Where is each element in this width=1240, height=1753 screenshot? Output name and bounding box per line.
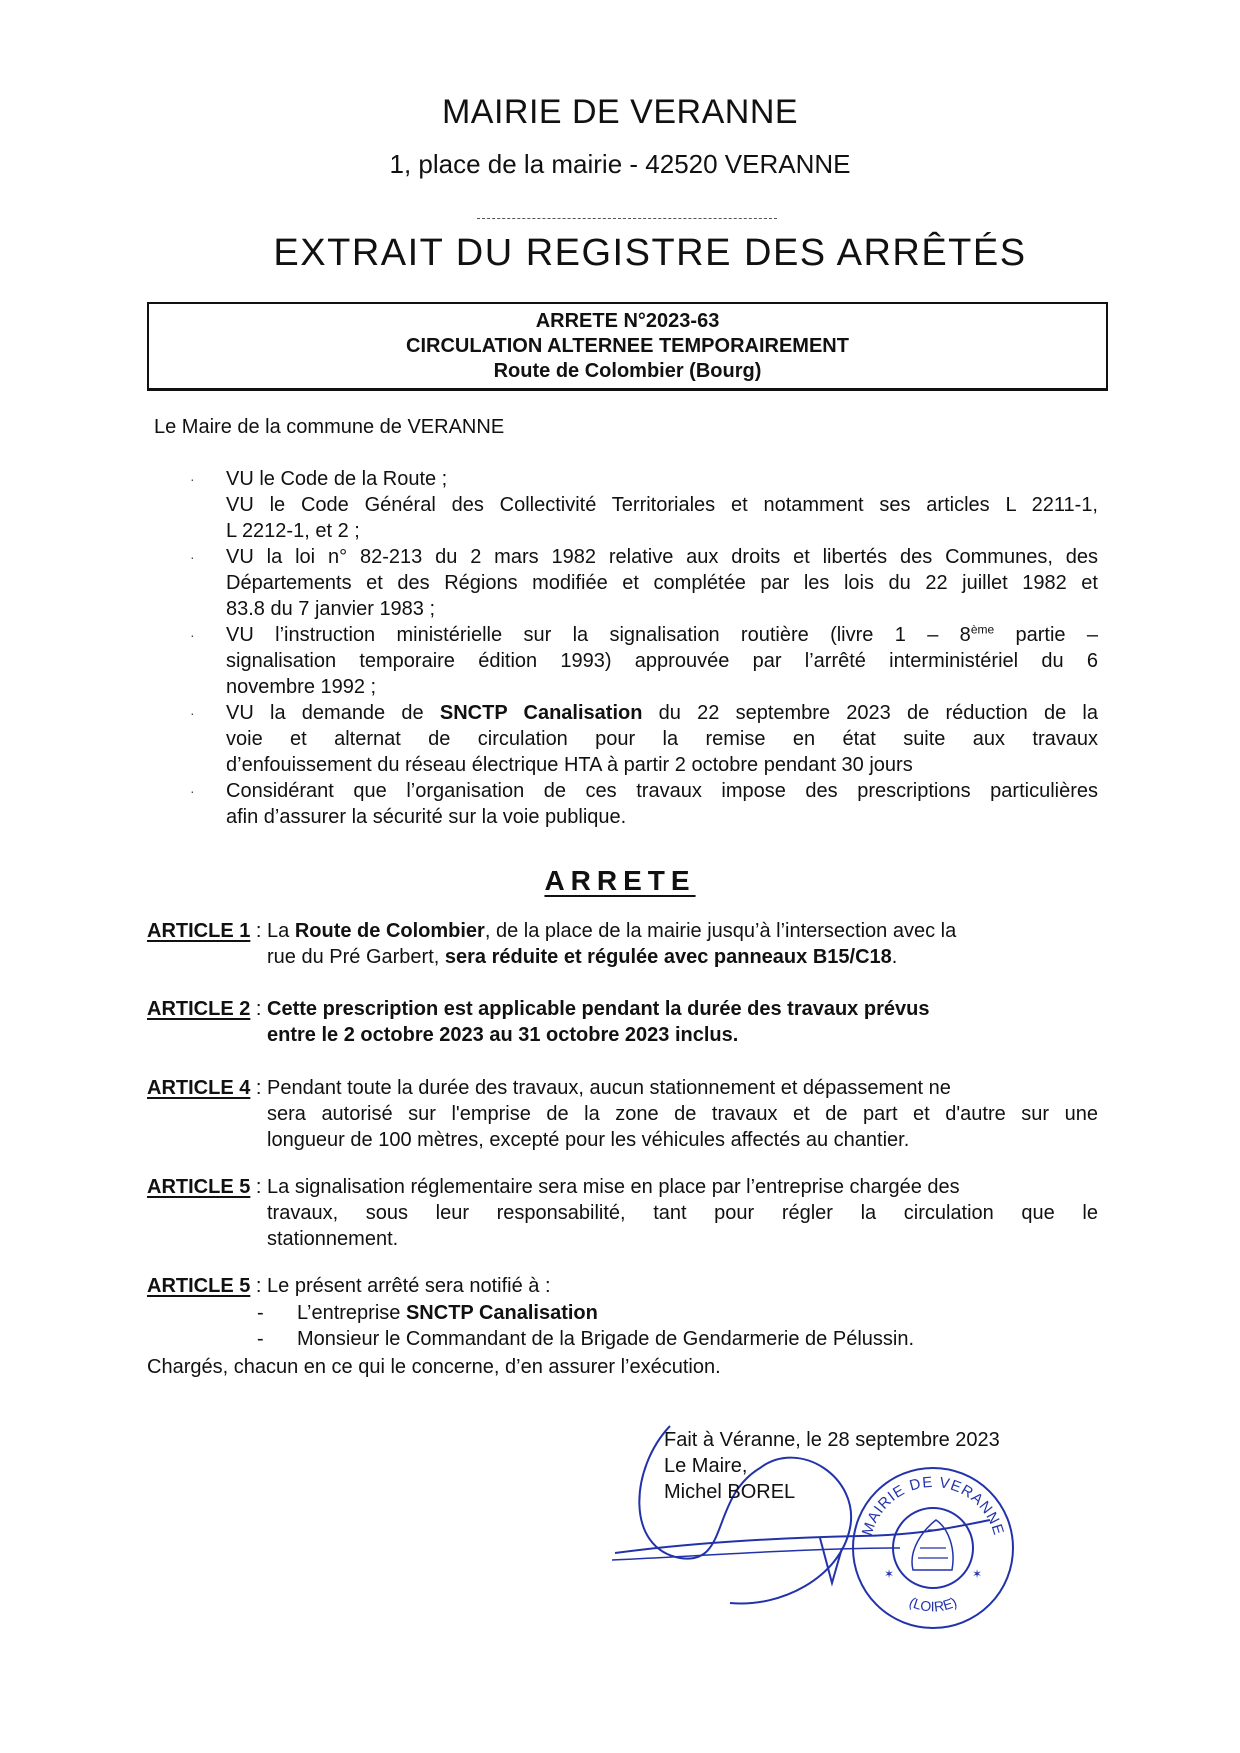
- signature-place-date: Fait à Véranne, le 28 septembre 2023: [664, 1429, 1000, 1451]
- svg-text:✶: ✶: [972, 1567, 983, 1581]
- article-5-line: ARTICLE 5 : La signalisation réglementaire sera mise en place par l’entreprise chargée des: [147, 1176, 960, 1198]
- article-4-line: sera autorisé sur l'emprise de la zone de travaux et de part et d'autre sur une: [267, 1103, 1098, 1125]
- notification-list: [257, 1300, 914, 1352]
- consideration-line: Considérant que l’organisation de ces travaux impose des prescriptions particulières: [226, 780, 1098, 802]
- decree-subject: CIRCULATION ALTERNEE TEMPORAIREMENT: [406, 334, 849, 357]
- article-2: [147, 996, 1098, 1048]
- intro-text: Le Maire de la commune de VERANNE: [154, 416, 505, 438]
- decree-title-box: [147, 302, 1108, 391]
- mairie-address: 1, place de la mairie - 42520 VERANNE: [389, 149, 851, 179]
- consideration-line: Départements et des Régions modifiée et complétée par les lois du 22 juillet 1982 et: [226, 572, 1098, 594]
- article-5-label: ARTICLE 5: [147, 1176, 251, 1198]
- arrete-heading-text: ARRETE: [544, 865, 696, 896]
- consideration-line: d’enfouissement du réseau électrique HTA à partir 2 octobre pendant 30 jours: [226, 754, 913, 776]
- decree-location: Route de Colombier (Bourg): [493, 359, 762, 382]
- arrete-heading: [0, 865, 1240, 897]
- article-1: [147, 918, 1098, 970]
- bullet-icon: ·: [190, 705, 195, 721]
- consideration-line: voie et alternat de circulation pour la remise en état suite aux travaux: [226, 728, 1098, 750]
- article-2-label: ARTICLE 2: [147, 998, 251, 1020]
- consideration-item: [190, 622, 1098, 700]
- svg-text:MAIRIE DE VERANNE: MAIRIE DE VERANNE: [858, 1473, 1008, 1538]
- signature-name: Michel BOREL: [664, 1481, 796, 1503]
- article-5-line: travaux, sous leur responsabilité, tant pour régler la circulation que le: [267, 1202, 1098, 1224]
- bullet-icon: ·: [190, 471, 195, 487]
- article-1-label: ARTICLE 1: [147, 920, 251, 942]
- consideration-line: afin d’assurer la sécurité sur la voie publique.: [226, 806, 627, 828]
- article-5: [147, 1174, 1098, 1252]
- bullet-icon: ·: [190, 549, 195, 565]
- article-5-notification: [147, 1273, 1098, 1299]
- mairie-seal-stamp: [848, 1460, 1018, 1630]
- consideration-line: 83.8 du 7 janvier 1983 ;: [226, 598, 436, 620]
- article-4-line: ARTICLE 4 : Pendant toute la durée des travaux, aucun stationnement et dépassement ne: [147, 1077, 951, 1099]
- article-2-line: ARTICLE 2 : Cette prescription est applicable pendant la durée des travaux prévus: [147, 998, 930, 1020]
- bullet-icon: ·: [190, 783, 195, 799]
- article-1-line: ARTICLE 1 : La Route de Colombier, de la place de la mairie jusqu’à l’intersection avec la: [147, 920, 957, 942]
- closing-text: Chargés, chacun en ce qui le concerne, d’en assurer l’exécution.: [147, 1356, 721, 1378]
- dashed-divider: [477, 218, 777, 219]
- consideration-line: VU le Code Général des Collectivité Territoriales et notamment ses articles L 2211-1,: [226, 494, 1098, 516]
- consideration-item: [190, 700, 1098, 778]
- signature-role: Le Maire,: [664, 1455, 748, 1477]
- mairie-title: MAIRIE DE VERANNE: [441, 93, 799, 131]
- consideration-item: [190, 778, 1098, 830]
- notification-item: - L’entreprise SNCTP Canalisation: [257, 1302, 598, 1324]
- article-4-line: longueur de 100 mètres, excepté pour les véhicules affectés au chantier.: [267, 1129, 910, 1151]
- article-2-line: entre le 2 octobre 2023 au 31 octobre 2023 inclus.: [267, 1024, 739, 1046]
- article-4: [147, 1075, 1098, 1153]
- svg-text:✶: ✶: [884, 1567, 895, 1581]
- considerations-list: [190, 466, 1098, 830]
- consideration-line: L 2212-1, et 2 ;: [226, 520, 360, 542]
- svg-text:(LOIRE): (LOIRE): [906, 1593, 960, 1615]
- consideration-line: VU l’instruction ministérielle sur la signalisation routière (livre 1 – 8ème partie –: [226, 622, 1099, 646]
- bullet-icon: ·: [190, 627, 195, 643]
- article-1-line: rue du Pré Garbert, sera réduite et régulée avec panneaux B15/C18.: [267, 946, 898, 968]
- decree-number: ARRETE N°2023-63: [535, 309, 720, 332]
- consideration-line: VU la demande de SNCTP Canalisation du 22 septembre 2023 de réduction de la: [226, 702, 1098, 724]
- article-5-notification-line: ARTICLE 5 : Le présent arrêté sera notifié à :: [147, 1275, 551, 1297]
- consideration-line: signalisation temporaire édition 1993) approuvée par l’arrêté interministériel du 6: [226, 650, 1098, 672]
- article-5-line: stationnement.: [267, 1228, 399, 1250]
- article-5-notification-label: ARTICLE 5: [147, 1275, 251, 1297]
- consideration-line: VU le Code de la Route ;: [226, 468, 448, 490]
- notification-item: - Monsieur le Commandant de la Brigade de Gendarmerie de Pélussin.: [257, 1328, 915, 1350]
- consideration-line: VU la loi n° 82-213 du 2 mars 1982 relative aux droits et libertés des Communes, des: [226, 546, 1098, 568]
- registre-title: EXTRAIT DU REGISTRE DES ARRÊTÉS: [273, 232, 1027, 274]
- consideration-item: [190, 466, 1098, 544]
- consideration-line: novembre 1992 ;: [226, 676, 377, 698]
- consideration-item: [190, 544, 1098, 622]
- article-4-label: ARTICLE 4: [147, 1077, 251, 1099]
